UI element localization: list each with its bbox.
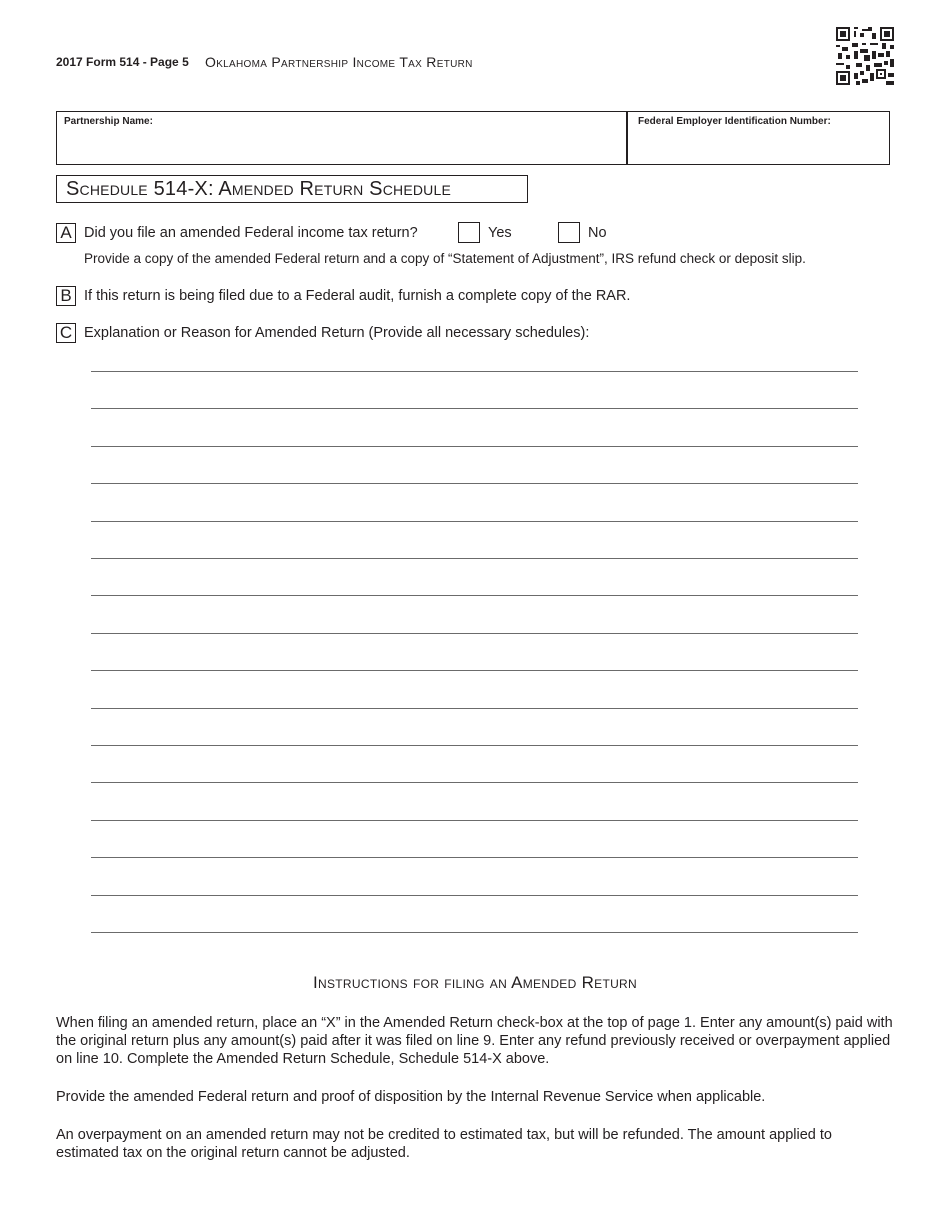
explanation-line[interactable] [91,895,858,896]
explanation-line[interactable] [91,857,858,858]
schedule-title: Schedule 514-X: Amended Return Schedule [56,175,528,203]
id-box-divider [626,112,628,164]
explanation-line[interactable] [91,595,858,596]
explanation-line[interactable] [91,782,858,783]
explanation-line[interactable] [91,483,858,484]
item-b-letter: B [56,286,76,306]
explanation-line[interactable] [91,633,858,634]
explanation-line[interactable] [91,670,858,671]
item-b-question: If this return is being filed due to a Federal audit, furnish a complete copy of the RAR. [84,288,631,304]
explanation-line[interactable] [91,932,858,933]
explanation-line[interactable] [91,558,858,559]
item-c-letter: C [56,323,76,343]
instructions-paragraph: An overpayment on an amended return may not be credited to estimated tax, but will be refunded. The amount applied to estimated tax on the original return cannot be adjusted. [56,1127,832,1161]
form-id: 2017 Form 514 - Page 5 [56,55,189,69]
explanation-line[interactable] [91,371,858,372]
explanation-line[interactable] [91,708,858,709]
explanation-line[interactable] [91,446,858,447]
qr-code-icon [836,27,894,85]
form-title: Oklahoma Partnership Income Tax Return [205,54,473,70]
explanation-line[interactable] [91,820,858,821]
item-a-letter: A [56,223,76,243]
partnership-name-label: Partnership Name: [64,116,153,127]
instructions-paragraph: Provide the amended Federal return and proof of disposition by the Internal Revenue Service when applicable. [56,1089,766,1105]
no-checkbox[interactable] [558,222,580,243]
identification-box [56,111,890,165]
explanation-line[interactable] [91,408,858,409]
explanation-line[interactable] [91,745,858,746]
yes-label: Yes [488,225,512,241]
item-a-note: Provide a copy of the amended Federal return and a copy of “Statement of Adjustment”, IRS refund check or deposit slip. [84,251,806,266]
instructions-title: Instructions for filing an Amended Return [313,973,637,992]
partnership-name-field[interactable] [64,132,619,160]
item-a-question: Did you file an amended Federal income tax return? [84,225,418,241]
yes-checkbox[interactable] [458,222,480,243]
explanation-line[interactable] [91,521,858,522]
fein-field[interactable] [638,132,883,160]
item-c-question: Explanation or Reason for Amended Return (Provide all necessary schedules): [84,325,590,341]
instructions-paragraph: When filing an amended return, place an “X” in the Amended Return check-box at the top of page 1. Enter any amount(s) paid with the original return plus any amount(s) paid after it was filed on line 9. Enter any refund previously received or overpayment applied on line 10. Complete the Amended Return Schedule, Schedule 514-X above. [56,1015,893,1067]
no-label: No [588,225,607,241]
fein-label: Federal Employer Identification Number: [638,116,831,127]
